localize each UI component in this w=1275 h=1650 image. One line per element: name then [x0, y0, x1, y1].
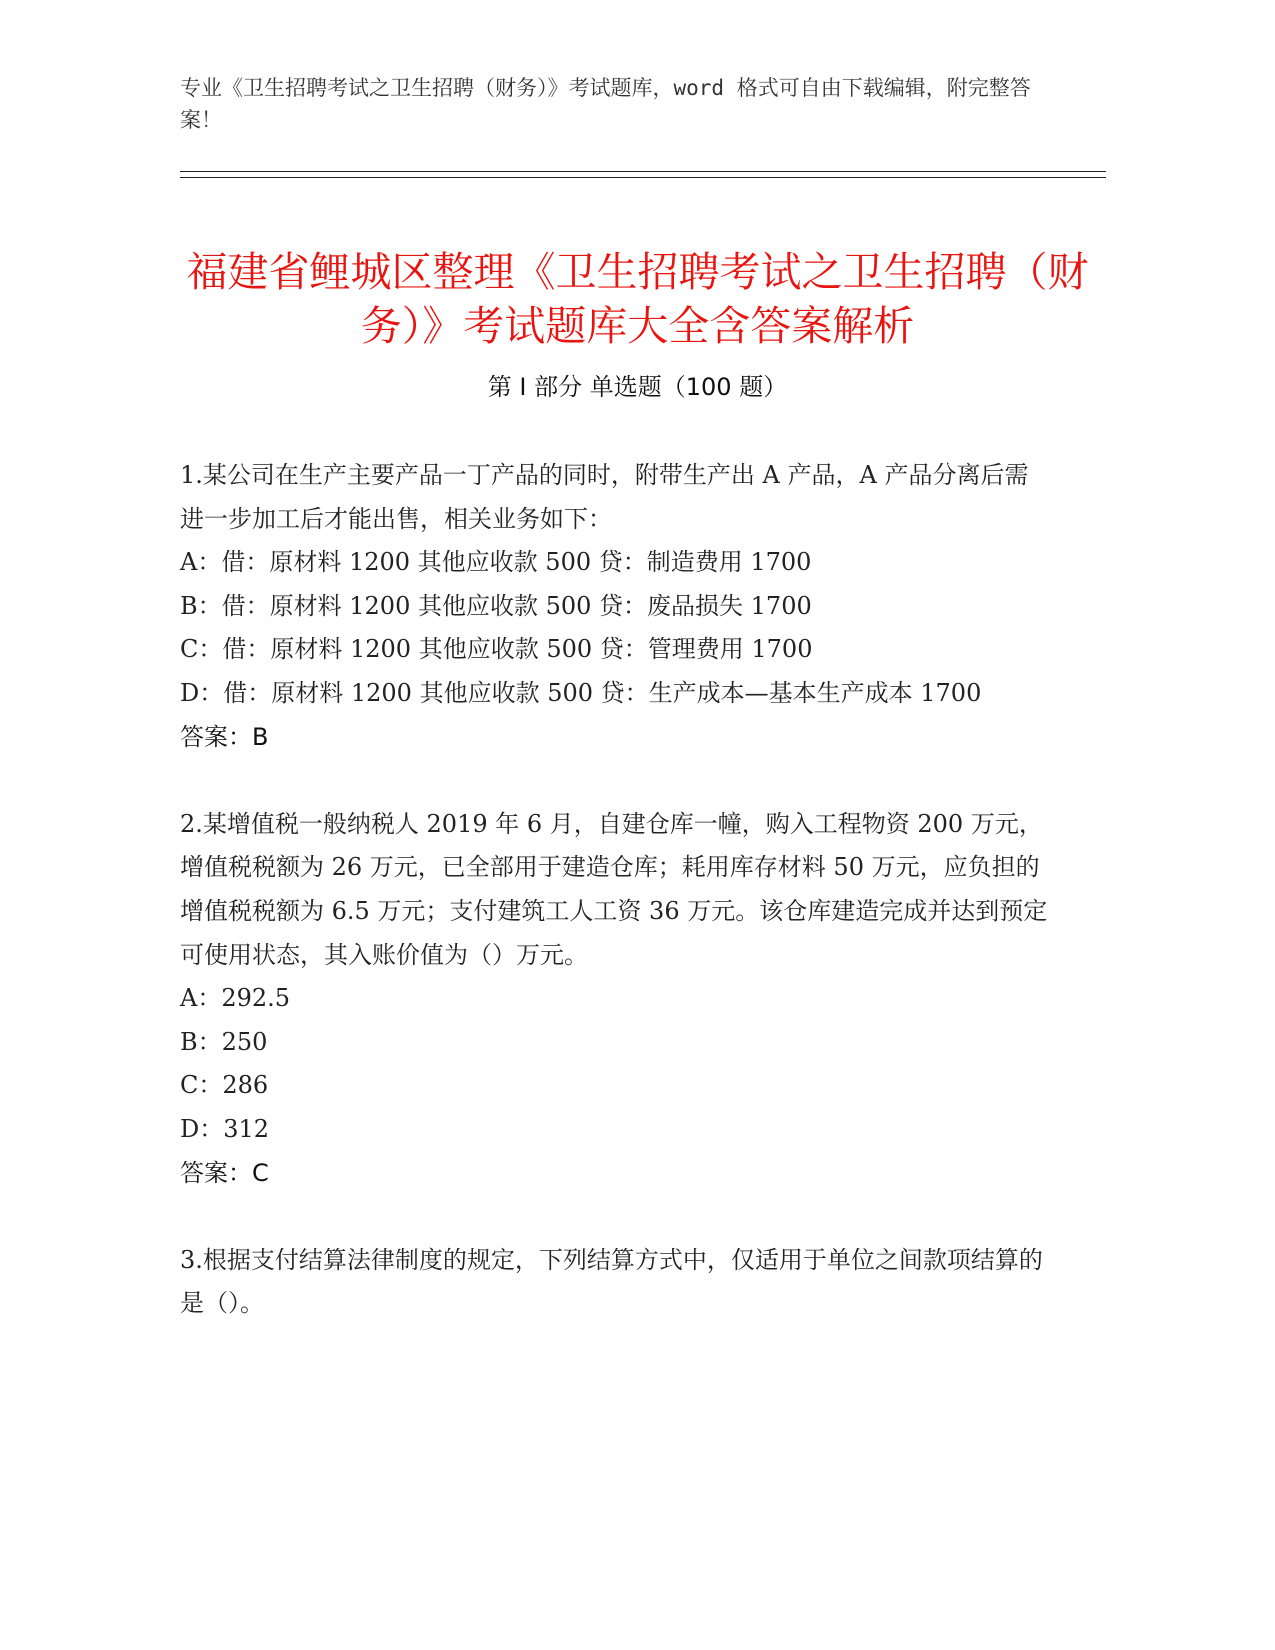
option-b: B：250 — [180, 1027, 268, 1056]
answer-label: 答案：C — [180, 1158, 269, 1187]
option-c: C：借：原材料 1200 其他应收款 500 贷：管理费用 1700 — [180, 635, 813, 664]
question-2 — [180, 803, 1050, 1195]
question-1 — [180, 454, 1050, 759]
option-a: A：292.5 — [180, 984, 291, 1013]
option-a: A：借：原材料 1200 其他应收款 500 贷：制造费用 1700 — [180, 548, 812, 577]
question-stem: 1.某公司在生产主要产品一丁产品的同时，附带生产出 A 产品，A 产品分离后需进一步加工后才能出售，相关业务如下： — [180, 461, 1029, 533]
header-divider-bottom — [180, 177, 1106, 178]
option-b: B：借：原材料 1200 其他应收款 500 贷：废品损失 1700 — [180, 591, 812, 620]
question-list — [180, 454, 1050, 1369]
header-divider-top — [180, 171, 1106, 172]
question-stem: 2.某增值税一般纳税人 2019 年 6 月，自建仓库一幢，购入工程物资 200 万元，增值税税额为 26 万元，已全部用于建造仓库；耗用库存材料 50 万元，应负担的增值税税额为 6.5 万元；支付建筑工人工资 36 万元。该仓库建造完成并达到预定可使用状态，其入账价值为（）万元。 — [180, 809, 1048, 969]
option-c: C：286 — [180, 1071, 269, 1100]
answer-label: 答案：B — [180, 722, 269, 751]
question-3 — [180, 1239, 1050, 1326]
option-d: D：借：原材料 1200 其他应收款 500 贷：生产成本—基本生产成本 1700 — [180, 678, 982, 707]
header-note: 专业《卫生招聘考试之卫生招聘（财务）》考试题库，word 格式可自由下载编辑，附完整答案！ — [180, 76, 1031, 132]
section-heading: 第 I 部分 单选题（100 题） — [487, 373, 788, 401]
option-d: D：312 — [180, 1114, 270, 1143]
document-title: 福建省鲤城区整理《卫生招聘考试之卫生招聘（财务）》考试题库大全含答案解析 — [186, 248, 1089, 351]
question-stem: 3.根据支付结算法律制度的规定，下列结算方式中，仅适用于单位之间款项结算的是（）。 — [180, 1245, 1043, 1318]
